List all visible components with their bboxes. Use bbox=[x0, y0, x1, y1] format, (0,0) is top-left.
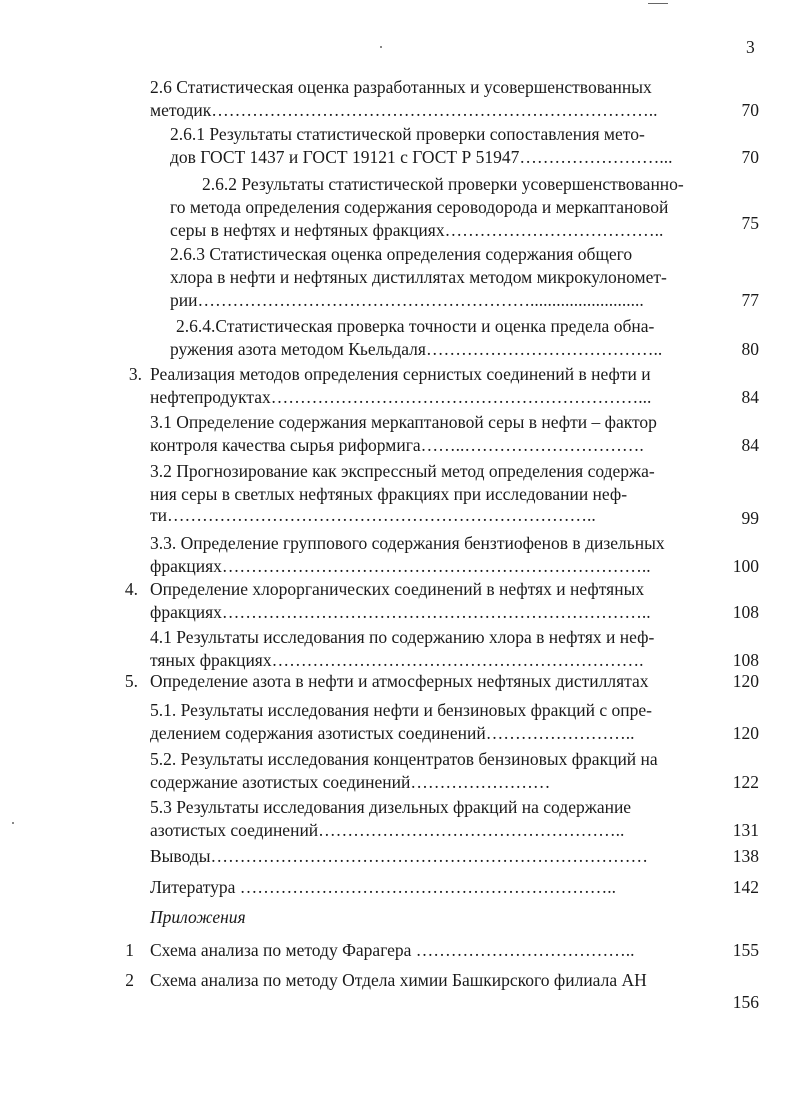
toc-line: ружения азота методом Кьельдаля………………………………….. bbox=[170, 339, 663, 359]
toc-page: 142 bbox=[732, 877, 759, 897]
toc-page: 100 bbox=[732, 556, 759, 576]
toc-page: 70 bbox=[741, 147, 759, 167]
scan-speck bbox=[12, 822, 14, 824]
toc-number: 3. bbox=[128, 364, 142, 384]
toc-line: серы в нефтях и нефтяных фракциях……………………………….. bbox=[170, 220, 664, 240]
toc-number: 1 bbox=[125, 940, 134, 960]
toc-line: фракциях……………………………………………………………….. bbox=[150, 556, 651, 576]
toc-page: 80 bbox=[741, 339, 759, 359]
toc-page: 99 bbox=[741, 508, 759, 528]
toc-number: 2 bbox=[125, 970, 134, 990]
toc-page: 75 bbox=[741, 213, 759, 233]
toc-line: 2.6 Статистическая оценка разработанных и усовершенствованных bbox=[150, 77, 652, 97]
toc-page: 108 bbox=[732, 650, 759, 670]
toc-line: тяных фракциях………………………………………………………. bbox=[150, 650, 644, 670]
toc-line: хлора в нефти и нефтяных дистиллятах методом микрокулономет- bbox=[170, 267, 667, 287]
toc-line: Реализация методов определения сернистых соединений в нефти и bbox=[150, 364, 651, 384]
toc-line: нефтепродуктах………………………………………………………... bbox=[150, 387, 652, 407]
toc-line: Выводы………………………………………………………………… bbox=[150, 846, 648, 866]
toc-page: 120 bbox=[732, 671, 759, 691]
toc-line: 2.6.2 Результаты статистической проверки усовершенствованно- bbox=[202, 174, 684, 194]
toc-line: дов ГОСТ 1437 и ГОСТ 19121 с ГОСТ Р 51947……………………... bbox=[170, 147, 673, 167]
toc-line: рии………………………………………………….......................... bbox=[170, 290, 644, 310]
toc-line: ти……………………………………………………………….. bbox=[150, 505, 596, 525]
appendices-heading: Приложения bbox=[150, 907, 246, 927]
toc-page: 120 bbox=[732, 723, 759, 743]
toc-line: ния серы в светлых нефтяных фракциях при исследовании неф- bbox=[150, 484, 628, 504]
toc-line: 2.6.3 Статистическая оценка определения содержания общего bbox=[170, 244, 633, 264]
toc-page: 108 bbox=[732, 602, 759, 622]
toc-line: делением содержания азотистых соединений…………………….. bbox=[150, 723, 635, 743]
toc-line: Определение хлорорганических соединений в нефтях и нефтяных bbox=[150, 579, 645, 599]
toc-line: контроля качества сырья риформига……..…………………………. bbox=[150, 435, 644, 455]
toc-page: 84 bbox=[741, 387, 759, 407]
toc-line: 2.6.4.Статистическая проверка точности и оценка предела обна- bbox=[176, 316, 655, 336]
toc-line: 5.1. Результаты исследования нефти и бензиновых фракций с опре- bbox=[150, 700, 653, 720]
toc-line: Схема анализа по методу Фарагера ……………………………….. bbox=[150, 940, 635, 960]
toc-page: 70 bbox=[741, 100, 759, 120]
toc-line: 5.2. Результаты исследования концентратов бензиновых фракций на bbox=[150, 749, 658, 769]
toc-number: 4. bbox=[124, 579, 138, 599]
toc-page: 131 bbox=[732, 820, 759, 840]
toc-number: 5. bbox=[124, 671, 138, 691]
top-mark bbox=[648, 3, 668, 4]
toc-line: 4.1 Результаты исследования по содержанию хлора в нефтях и неф- bbox=[150, 627, 655, 647]
toc-line: содержание азотистых соединений…………………… bbox=[150, 772, 551, 792]
toc-line: азотистых соединений…………………………………………….. bbox=[150, 820, 625, 840]
toc-page: 155 bbox=[732, 940, 759, 960]
toc-page: 84 bbox=[741, 435, 759, 455]
page-number: 3 bbox=[746, 37, 755, 57]
toc-line: Определение азота в нефти и атмосферных нефтяных дистиллятах bbox=[150, 671, 649, 691]
toc-page: 122 bbox=[732, 772, 759, 792]
toc-line: 2.6.1 Результаты статистической проверки сопоставления мето- bbox=[170, 124, 645, 144]
toc-line: 3.2 Прогнозирование как экспрессный метод определения содержа- bbox=[150, 461, 655, 481]
toc-line: 3.1 Определение содержания меркаптановой серы в нефти – фактор bbox=[150, 412, 657, 432]
toc-line: го метода определения содержания сероводорода и меркаптановой bbox=[170, 197, 669, 217]
scan-speck bbox=[380, 46, 382, 48]
toc-page: 156 bbox=[732, 992, 759, 1012]
toc-line: 3.3. Определение группового содержания бензтиофенов в дизельных bbox=[150, 533, 665, 553]
toc-line: фракциях……………………………………………………………….. bbox=[150, 602, 651, 622]
toc-line: Схема анализа по методу Отдела химии Башкирского филиала АН bbox=[150, 970, 647, 990]
toc-line: методик………………………………………………………………….. bbox=[150, 100, 658, 120]
toc-page: 77 bbox=[741, 290, 759, 310]
toc-page: 138 bbox=[732, 846, 759, 866]
toc-line: Литература ……………………………………………………….. bbox=[150, 877, 617, 897]
toc-line: 5.3 Результаты исследования дизельных фракций на содержание bbox=[150, 797, 632, 817]
